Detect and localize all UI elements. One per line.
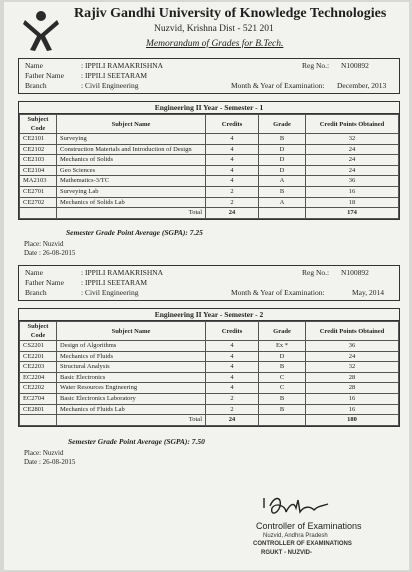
exam-label: Month & Year of Examination: (231, 81, 325, 90)
grade: C (259, 383, 306, 394)
subject-name: Basic Electronics (57, 372, 206, 383)
sgpa-text: Semester Grade Point Average (SGPA): 7.25 (66, 228, 203, 237)
subject-name: Mechanics of Solids Lab (57, 197, 206, 208)
reg-label: Reg No.: (302, 268, 330, 277)
column-header: Grade (259, 115, 306, 134)
semester-1-table (18, 101, 400, 220)
table-row (20, 372, 399, 383)
university-address: Nuzvid, Krishna Dist - 521 201 (154, 24, 274, 34)
table-row (20, 393, 399, 404)
column-header: Subject Name (57, 322, 206, 341)
subject-code: CE2104 (20, 165, 57, 176)
credit-points: 24 (306, 144, 399, 155)
table-row (20, 351, 399, 362)
credits: 2 (206, 404, 259, 415)
subject-name: Water Resources Engineering (57, 383, 206, 394)
column-header: Credit Points Obtained (306, 115, 399, 134)
date-text: Date : 26-08-2015 (24, 458, 76, 466)
column-header: Subject Code (20, 322, 57, 341)
sgpa-text: Semester Grade Point Average (SGPA): 7.50 (68, 437, 205, 446)
total-credits: 24 (206, 208, 259, 219)
subject-name: Basic Electronics Laboratory (57, 393, 206, 404)
father-label: Father Name (25, 71, 64, 80)
semester-2-table (18, 308, 400, 427)
university-name: Rajiv Gandhi University of Knowledge Technologies (74, 6, 387, 21)
table-row (20, 341, 399, 352)
credit-points: 32 (306, 362, 399, 373)
credit-points: 36 (306, 341, 399, 352)
exam-label: Month & Year of Examination: (231, 288, 325, 297)
total-row (20, 415, 399, 426)
subject-code: MA2103 (20, 176, 57, 187)
grade: Ex * (259, 341, 306, 352)
credits: 2 (206, 393, 259, 404)
subject-code: CE2701 (20, 186, 57, 197)
total-row (20, 208, 399, 219)
subject-name: Geo Sciences (57, 165, 206, 176)
total-label: Total (57, 208, 206, 219)
credits: 4 (206, 362, 259, 373)
credits: 4 (206, 372, 259, 383)
grade: B (259, 393, 306, 404)
subject-name: Surveying Lab (57, 186, 206, 197)
total-points: 174 (306, 208, 399, 219)
subject-code: CE2201 (20, 351, 57, 362)
column-header: Credits (206, 115, 259, 134)
credit-points: 16 (306, 404, 399, 415)
stamp-line-1: Nuzvid, Andhra Pradesh (263, 533, 328, 539)
column-header: Subject Code (20, 115, 57, 134)
credits: 4 (206, 383, 259, 394)
grade: A (259, 197, 306, 208)
subject-code: EC2204 (20, 372, 57, 383)
table-row (20, 134, 399, 145)
controller-title: Controller of Examinations (256, 521, 362, 531)
table-row (20, 197, 399, 208)
stamp-line-3: RGUKT - NUZVID- (261, 550, 312, 556)
table-row (20, 383, 399, 394)
subject-code: CE2203 (20, 362, 57, 373)
semester-title: Engineering II Year - Semester - 1 (19, 102, 399, 114)
subject-name: Mechanics of Fluids Lab (57, 404, 206, 415)
subject-code: EC2704 (20, 393, 57, 404)
student-name: : IPPILI RAMAKRISHNA (81, 268, 164, 277)
column-header: Subject Name (57, 115, 206, 134)
signature-icon (256, 492, 336, 522)
grade: D (259, 144, 306, 155)
grade: D (259, 155, 306, 166)
credits: 4 (206, 165, 259, 176)
grade: D (259, 351, 306, 362)
total-credits: 24 (206, 415, 259, 426)
subject-name: Mechanics of Solids (57, 155, 206, 166)
student-info-box (18, 58, 400, 94)
subject-code: CE2101 (20, 134, 57, 145)
credit-points: 16 (306, 393, 399, 404)
exam-date: December, 2013 (337, 81, 387, 90)
grade: B (259, 404, 306, 415)
student-info-box (18, 265, 400, 301)
branch: : Civil Engineering (81, 81, 139, 90)
subject-code: CE2202 (20, 383, 57, 394)
date-text: Date : 26-08-2015 (24, 249, 76, 257)
name-label: Name (25, 61, 43, 70)
credit-points: 18 (306, 197, 399, 208)
stamp-line-2: CONTROLLER OF EXAMINATIONS (253, 541, 352, 547)
credits: 4 (206, 155, 259, 166)
credits: 2 (206, 197, 259, 208)
subject-name: Surveying (57, 134, 206, 145)
table-row (20, 155, 399, 166)
memo-title: Memorandum of Grades for B.Tech. (146, 39, 284, 49)
subject-code: CE2103 (20, 155, 57, 166)
reg-number: N100892 (341, 268, 369, 277)
credits: 4 (206, 341, 259, 352)
name-label: Name (25, 268, 43, 277)
credit-points: 24 (306, 165, 399, 176)
column-header: Credits (206, 322, 259, 341)
grade-memo-page (4, 2, 409, 570)
student-name: : IPPILI RAMAKRISHNA (81, 61, 164, 70)
total-points: 180 (306, 415, 399, 426)
table-row (20, 404, 399, 415)
subject-name: Construction Materials and Introduction of Design (57, 144, 206, 155)
grade: D (259, 165, 306, 176)
grade: B (259, 362, 306, 373)
table-row (20, 165, 399, 176)
subject-code: CE2102 (20, 144, 57, 155)
credit-points: 24 (306, 351, 399, 362)
subject-code: CE2801 (20, 404, 57, 415)
subject-name: Mathematics-3/TC (57, 176, 206, 187)
credits: 4 (206, 144, 259, 155)
subject-name: Structural Analysis (57, 362, 206, 373)
father-name: : IPPILI SEETARAM (81, 71, 148, 80)
official-stamp (251, 532, 351, 570)
credit-points: 16 (306, 186, 399, 197)
credits: 4 (206, 351, 259, 362)
subject-code: CE2702 (20, 197, 57, 208)
credits: 2 (206, 186, 259, 197)
semester-title: Engineering II Year - Semester - 2 (19, 309, 399, 321)
table-row (20, 176, 399, 187)
father-name: : IPPILI SEETARAM (81, 278, 148, 287)
credit-points: 32 (306, 134, 399, 145)
column-header: Credit Points Obtained (306, 322, 399, 341)
father-label: Father Name (25, 278, 64, 287)
grade: A (259, 176, 306, 187)
total-label: Total (57, 415, 206, 426)
subject-name: Mechanics of Fluids (57, 351, 206, 362)
branch-label: Branch (25, 81, 47, 90)
credits: 4 (206, 176, 259, 187)
credits: 4 (206, 134, 259, 145)
grade: C (259, 372, 306, 383)
branch-label: Branch (25, 288, 47, 297)
credit-points: 28 (306, 383, 399, 394)
grade: B (259, 134, 306, 145)
subject-code: CS2201 (20, 341, 57, 352)
credit-points: 36 (306, 176, 399, 187)
column-header: Grade (259, 322, 306, 341)
university-logo-icon (22, 8, 60, 52)
credit-points: 24 (306, 155, 399, 166)
place-text: Place: Nuzvid (24, 240, 64, 248)
subject-name: Design of Algorithms (57, 341, 206, 352)
reg-label: Reg No.: (302, 61, 330, 70)
branch: : Civil Engineering (81, 288, 139, 297)
grade: B (259, 186, 306, 197)
table-row (20, 362, 399, 373)
place-text: Place: Nuzvid (24, 449, 64, 457)
credit-points: 28 (306, 372, 399, 383)
table-row (20, 144, 399, 155)
exam-date: May, 2014 (352, 288, 385, 297)
table-row (20, 186, 399, 197)
reg-number: N100892 (341, 61, 369, 70)
